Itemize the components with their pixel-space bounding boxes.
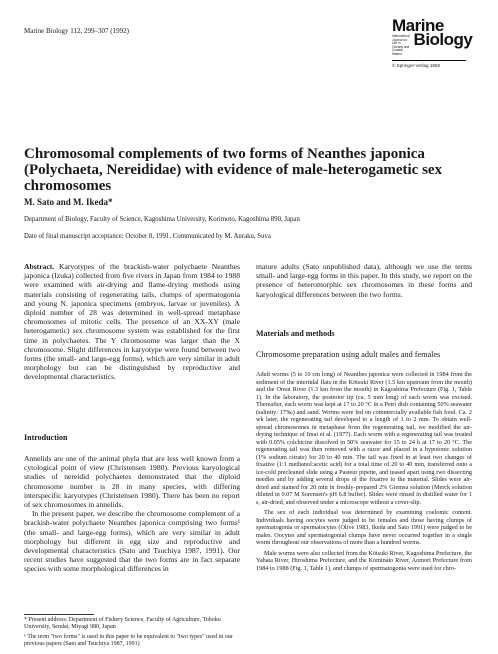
logo-rule [392, 60, 466, 61]
methods-heading: Materials and methods [256, 329, 335, 338]
footnotes [24, 617, 240, 648]
abstract-continuation [256, 262, 472, 299]
article-authors: M. Sato and M. Ikeda* [24, 197, 113, 207]
abstract-label: Abstract. [24, 262, 55, 271]
methods-body [256, 371, 472, 572]
abstract-continuation-text: mature adults (Sato unpublished data), although we use the terms small- and large-egg forms in this paper. In this study, we report on the presence of heteromorphic sex chromosomes in these forms and karyological differences between the two forms. [256, 262, 472, 299]
footnote-rule [24, 614, 94, 615]
footnote-two-forms: ¹ The term "two forms" is used in this paper to be equivalent to "two types" used in our previous papers (Sato and Tsuchiya 1987, 1991) [24, 633, 233, 647]
introduction-paragraph-1: Annelids are one of the animal phyla that are less well known from a cytological point of view (Christensen 1980). Previous karyological studies of nereidid polychaetes demonstrated that the diploid chromosome number is 28 in many species, with differing interspecific karyotypes (Christensen 1980). There has been no report of sex chromosomes in annelids. [24, 454, 240, 510]
introduction-paragraph-2: In the present paper, we describe the chromosome complement of a brackish-water polychaete Neanthes japonica comprising two forms¹ (the small- and large-egg forms), which are very similar in adult morphology but different in egg size and reproductive and developmental characteristics (Sato and Tsuchiya 1987, 1991). Our recent studies have suggested that the two forms are in fact separate species with some morphological differences in [24, 509, 240, 574]
methods-paragraph-3: Male worms were also collected from the Kōtsuki River, Kagoshima Prefecture, the Yahata River, Hiroshima Prefecture, and the Kominato River, Aomori Prefecture from 1984 to 1988 (Fig. 1, Table 1), and clumps of spermatogonia were used for chro- [256, 549, 472, 572]
journal-logo [392, 16, 473, 68]
article-title: Chromosomal complements of two forms of Neanthes japonica (Polychaeta, Nereididae) with evidence of male-heterogametic sex chromosomes [24, 146, 443, 194]
methods-subheading: Chromosome preparation using adult males and females [256, 350, 441, 359]
abstract [24, 262, 240, 382]
introduction-body [24, 454, 240, 574]
journal-reference: Marine Biology 112, 299–307 (1992) [24, 27, 129, 35]
logo-row [392, 30, 473, 57]
footnote-present-address: * Present address: Department of Fishery Science, Faculty of Agriculture, Tohoku University, Sendai, Miyagi 980, Japan [24, 617, 221, 631]
abstract-paragraph [24, 262, 240, 382]
methods-paragraph-2: The sex of each individual was determined by examining coelomic content. Individuals having oocytes were judged to be females and those having clumps of spermatogonia or spermatocytes (Olive 1983, Ikeda and Sato 1991) were judged to be males. Oocytes and spermatogonial clumps have never occurred together in a single worm throughout our observations of more than a hundred worms. [256, 509, 472, 546]
logo-subtitle: International Journal on Life in Oceans and Coastal Waters [392, 34, 410, 56]
logo-copyright: © Springer-Verlag 1992 [392, 62, 441, 68]
manuscript-dates: Date of final manuscript acceptance: October 8, 1991. Communicated by M. Anraku, Suva [24, 233, 271, 240]
introduction-heading: Introduction [24, 433, 68, 442]
logo-title-biology: Biology [413, 30, 473, 49]
methods-paragraph-1: Adult worms (5 to 10 cm long) of Neanthes japonica were collected in 1984 from the sediment of the intertidal flats in the Kōtsuki River (1.5 km upstream from the mouth) and the Omoi River (1.3 km from the mouth) in Kagoshima Prefecture (Fig. 1, Table 1). In the laboratory, the posterior tip (ca. 5 mm long) of each worm was excised. Thereafter, each worm was kept at 17 to 20 °C in a Petri dish containing 50% seawater (salinity: 17‰) and sand. Worms were fed on commercially available fish food. Ca. 2 wk later, the regenerating tail developed to a length of 1 to 2 mm. To obtain well-spread chromosomes in metaphase from the regenerating tail, we modified the air-drying technique of Imai et al. (1977). Each worm with a regenerating tail was treated with 0.05% colchicine dissolved in 50% seawater for 15 to 24 h at 17 to 20 °C. The regenerating tail was then removed with a razor and placed in a hypotonic solution (1% sodium citrate) for 20 to 40 min. The tail was fixed in at least two changes of fixative (1:1 methanol:acetic acid) for a total time of 20 to 40 min, transferred onto a ice-cold precleaned slide using a Pasteur pipette, and teased apart using two dissecting needles and by adding several drops of the fixative to the material. Slides were air-dried and stained for 20 min in freshly-prepared 2% Giemsa solution (Merck solution diluted in 0.07 M Sorensen's pH 6.8 buffer). Slides were rinsed in distilled water for 1 s, air-dried, and observed under a microscope without a cover-slip. [256, 371, 472, 506]
author-affiliation: Department of Biology, Faculty of Science, Kagoshima University, Korimoto, Kagoshima 890, Japan [24, 216, 300, 223]
abstract-text: Karyotypes of the brackish-water polychaete Neanthes japonica (Izuka) collected from five rivers in Japan from 1984 to 1988 were examined with air-drying and flame-drying methods using materials consisting of regenerating tails, clumps of spermatogonia and young N. japonica specimens (embryos, larvae or juveniles). A diploid number of 28 was determined in well-spread metaphase chromosomes of mitotic cells. The presence of an XX-XY (male heterogametic) sex chromosome system was established for the first time in polychaetes. The Y chromosome was larger than the X chromosome. Slight differences in karyotype were found between two forms (the small- and large-egg forms), which are very similar in adult morphology but can be distinguished by reproductive and developmental characteristics. [24, 262, 240, 382]
logo-title-marine: Marine [392, 16, 444, 35]
